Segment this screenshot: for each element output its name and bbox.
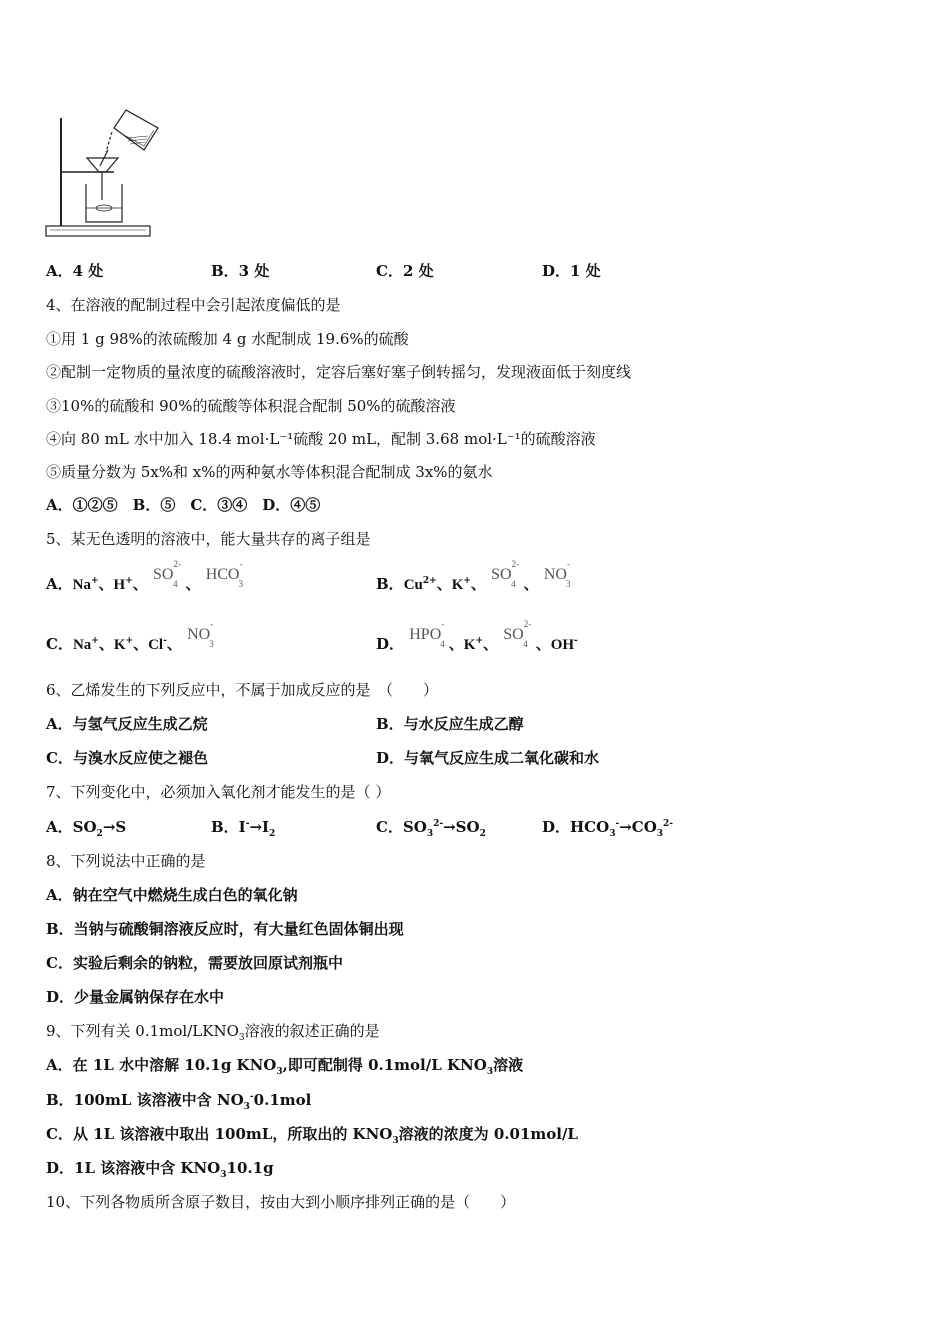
q10-stem: 10、下列各物质所含原子数目，按由大到小顺序排列正确的是（ ） (46, 1193, 516, 1211)
q4-stem: 4、在溶液的配制过程中会引起浓度偏低的是 (46, 296, 341, 314)
q3-option-b: B．3 处 (211, 262, 270, 280)
q9-option-a: A．在 1L 水中溶解 10.1g $KNO_3$,即可配制得 0.1mol/L $KNO_3$溶液 (46, 1056, 524, 1077)
q4-item-1: ①用 1 g 98%的浓硫酸加 4 g 水配制成 19.6%的硫酸 (46, 330, 409, 348)
q4-item-5: ⑤质量分数为 5x%和 x%的两种氨水等体积混合配制成 3x%的氨水 (46, 463, 493, 481)
q6-stem: 6、乙烯发生的下列反应中，不属于加成反应的是 （ ） (46, 681, 439, 699)
q8-option-d: D．少量金属钠保存在水中 (46, 988, 225, 1006)
q4-options: A．①②⑤ B．⑤ C．③④ D．④⑤ (46, 496, 321, 514)
q9-option-c: C．从 1L 该溶液中取出 100mL，所取出的 $KNO_3$溶液的浓度为 0.01mol/L (46, 1125, 578, 1146)
q7-stem: 7、下列变化中，必须加入氧化剂才能发生的是（ ） (46, 783, 391, 801)
q5-stem: 5、某无色透明的溶液中，能大量共存的离子组是 (46, 530, 371, 548)
filtration-apparatus-figure (44, 108, 162, 242)
q6-option-b: B．与水反应生成乙醇 (376, 715, 524, 733)
q7-option-c: C．$SO_3^{2-}\to SO_2$ (376, 818, 486, 839)
q7-option-a: A．$SO_2\to S$ (46, 818, 127, 839)
q3-option-a: A．4 处 (46, 262, 104, 280)
q7-option-b: B．$I^-\to I_2$ (211, 818, 276, 839)
q8-stem: 8、下列说法中正确的是 (46, 852, 206, 870)
q4-item-4: ④向 80 mL 水中加入 18.4 mol·L⁻¹硫酸 20 mL，配制 3.68 mol·L⁻¹的硫酸溶液 (46, 430, 596, 448)
q9-option-b: B．100mL 该溶液中含 $NO_3^-0.1mol$ (46, 1091, 312, 1112)
q3-option-d: D．1 处 (542, 262, 601, 280)
q7-option-d: D．$HCO_3^-\to CO_3^{2-}$ (542, 818, 674, 839)
q5-option-c: C．Na+、K+、Cl-、 $NO^-_3$ (46, 618, 214, 653)
q4-item-3: ③10%的硫酸和 90%的硫酸等体积混合配制 50%的硫酸溶液 (46, 397, 456, 415)
q6-option-a: A．与氢气反应生成乙烷 (46, 715, 208, 733)
q9-stem: 9、下列有关 $0.1mol/LKNO_3$溶液的叙述正确的是 (46, 1022, 380, 1043)
q4-item-2: ②配制一定物质的量浓度的硫酸溶液时，定容后塞好塞子倒转摇匀，发现液面低于刻度线 (46, 363, 632, 381)
q3-option-c: C．2 处 (376, 262, 434, 280)
q8-option-c: C．实验后剩余的钠粒，需要放回原试剂瓶中 (46, 954, 343, 972)
q8-option-a: A．钠在空气中燃烧生成白色的氧化钠 (46, 886, 298, 904)
q6-option-d: D．与氧气反应生成二氧化碳和水 (376, 749, 600, 767)
q8-option-b: B．当钠与硫酸铜溶液反应时，有大量红色固体铜出现 (46, 920, 404, 938)
q9-option-d: D．1L 该溶液中含 $KNO_310.1g$ (46, 1159, 274, 1180)
q5-option-a: A．Na+、H+、 $SO^{2-}_4$ 、 $HCO^-_3$ (46, 558, 243, 593)
q6-option-c: C．与溴水反应使之褪色 (46, 749, 208, 767)
q5-option-b: B．$Cu^{2+}$、K+、 $SO^{2-}_4$ 、 $NO^-_3$ (376, 558, 571, 593)
q5-option-d: D． $HPO^-_4$ 、K+、 $SO^{2-}_4$ 、OH- (376, 618, 578, 653)
